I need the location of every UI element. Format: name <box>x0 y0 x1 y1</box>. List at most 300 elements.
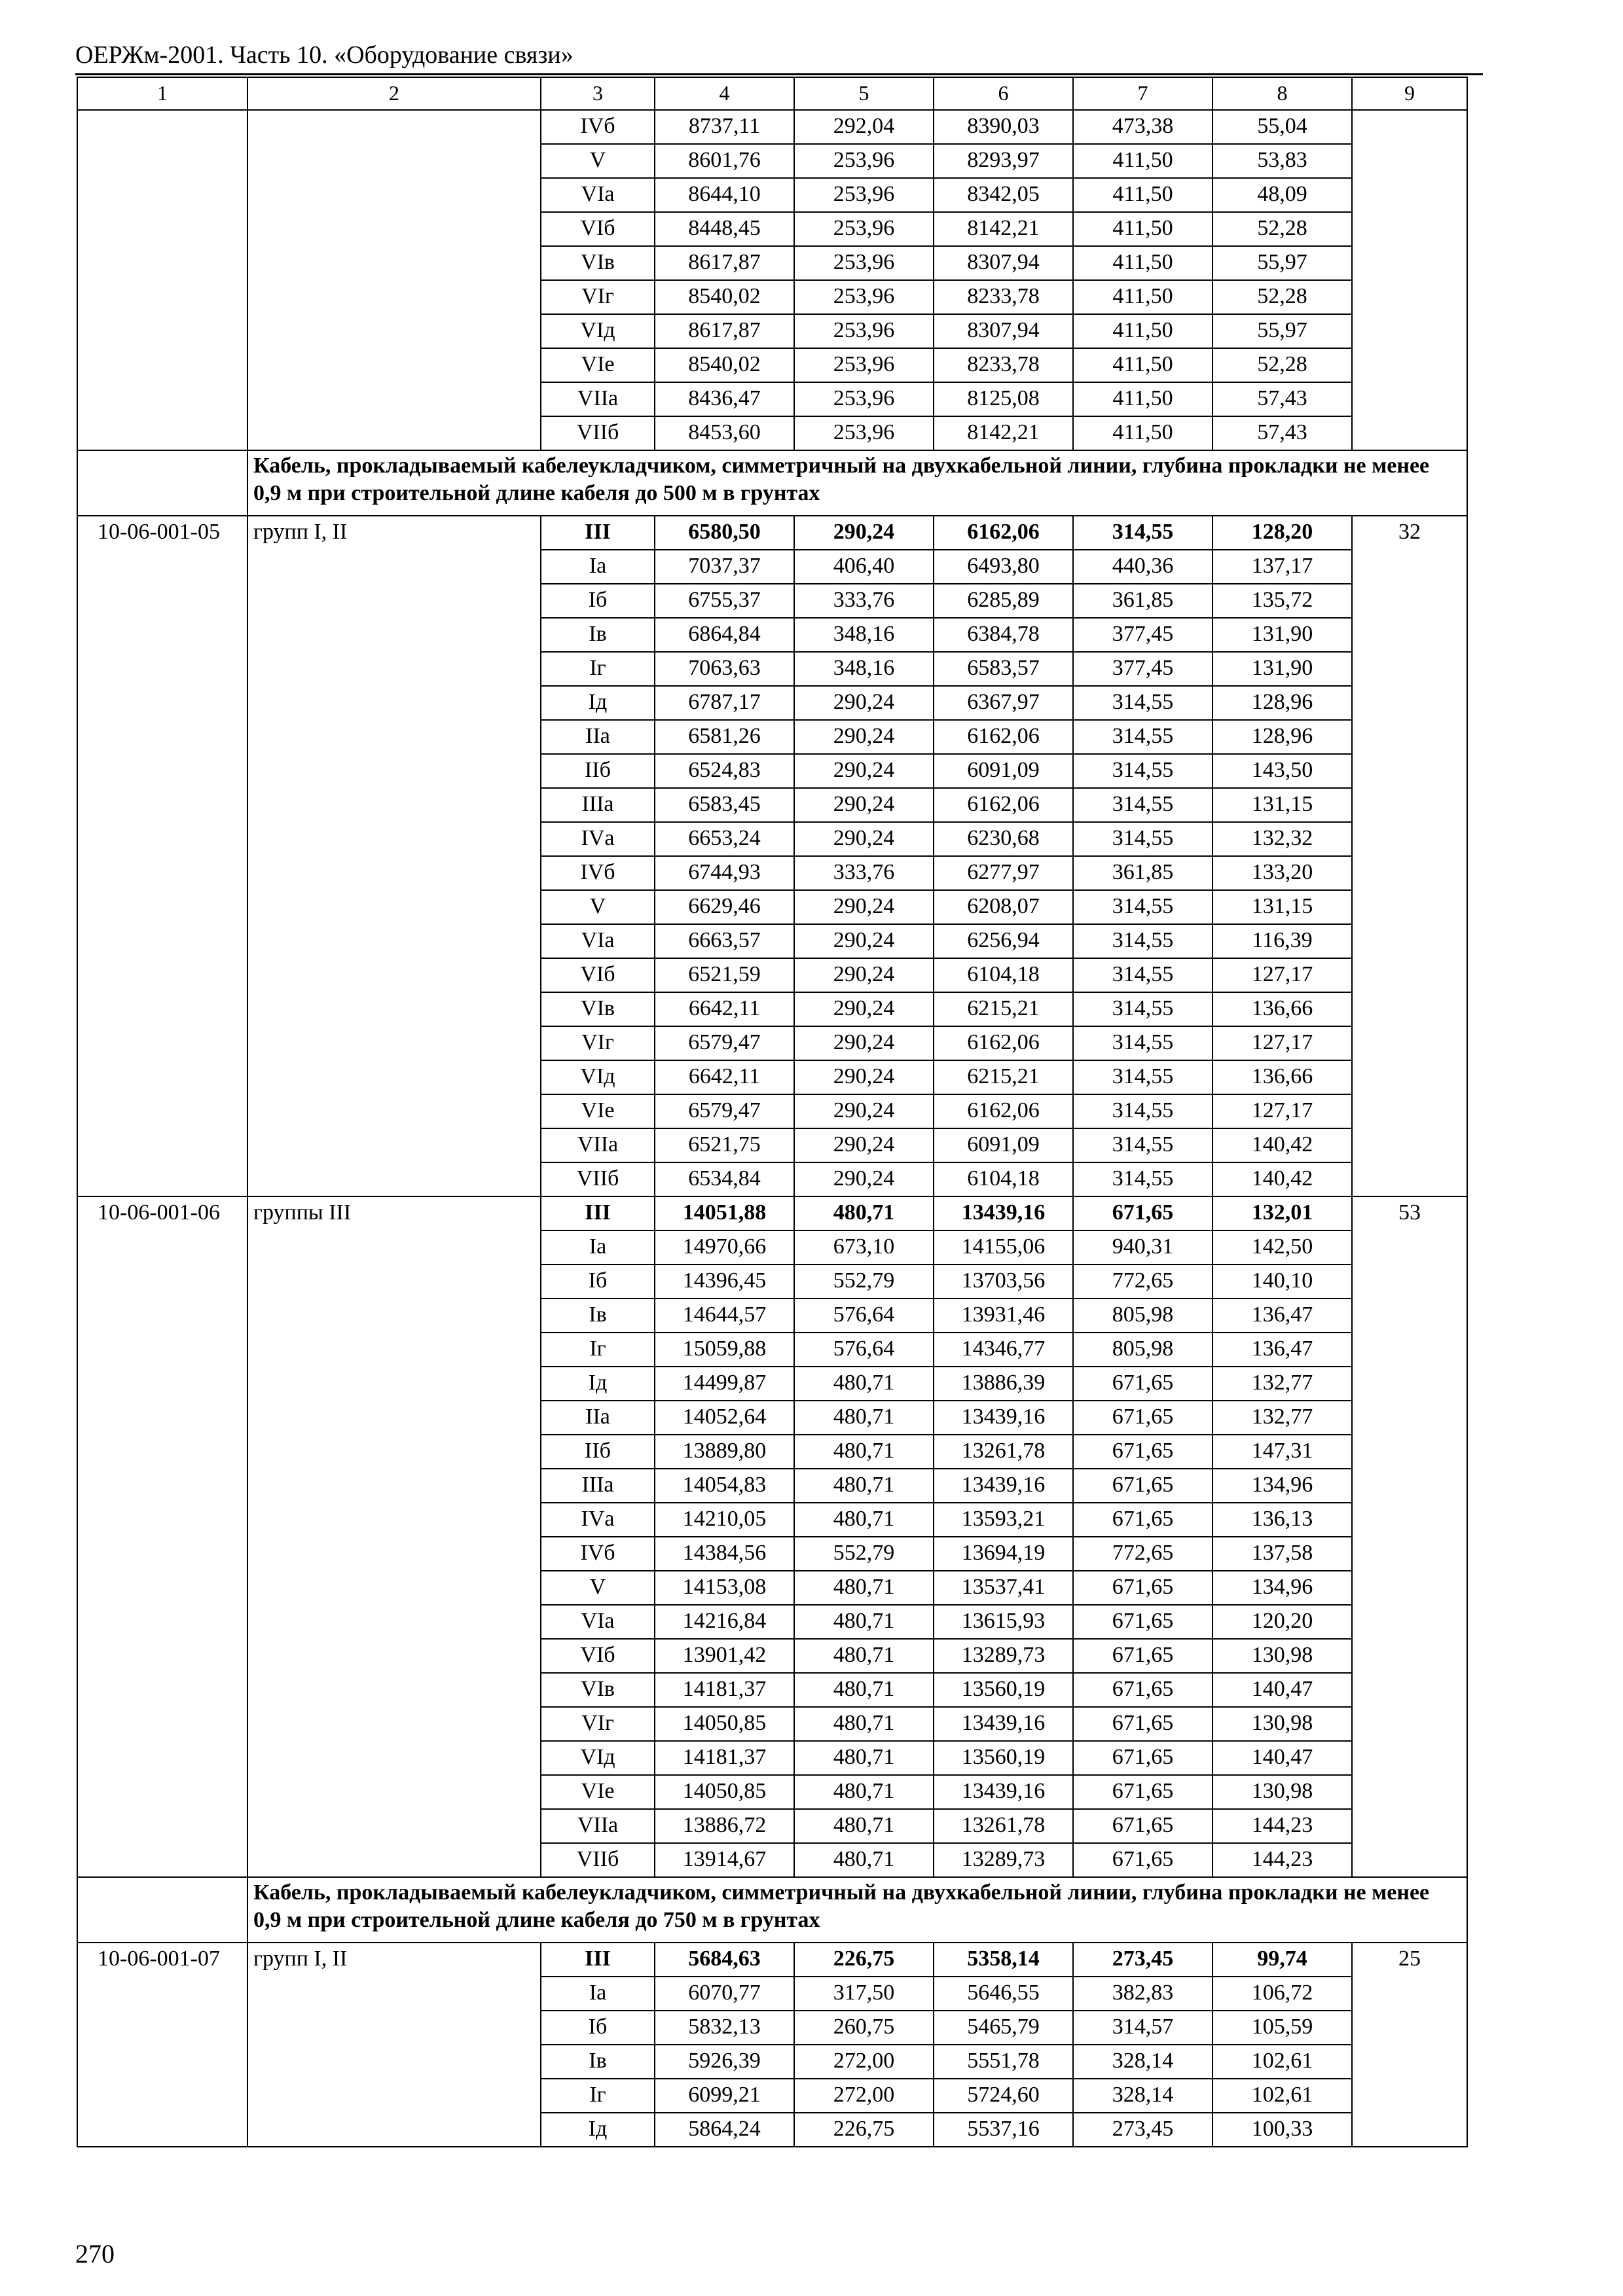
value-cell: 14054,83 <box>655 1469 794 1503</box>
value-cell: 106,72 <box>1213 1977 1352 2011</box>
value-cell: 480,71 <box>794 1605 934 1639</box>
value-cell: 671,65 <box>1073 1843 1213 1877</box>
value-cell: 5724,60 <box>934 2079 1073 2113</box>
value-cell: 133,20 <box>1213 856 1352 890</box>
value-cell: 411,50 <box>1073 314 1213 348</box>
value-cell: 552,79 <box>794 1537 934 1571</box>
value-cell: 5926,39 <box>655 2045 794 2079</box>
category-cell: Iа <box>541 550 655 584</box>
value-cell: 13886,72 <box>655 1809 794 1843</box>
value-cell: 8342,05 <box>934 178 1073 212</box>
value-cell: 5358,14 <box>934 1943 1073 1977</box>
value-cell: 144,23 <box>1213 1809 1352 1843</box>
category-cell: Iа <box>541 1977 655 2011</box>
value-cell: 480,71 <box>794 1469 934 1503</box>
column-number: 2 <box>247 77 541 110</box>
value-cell: 314,57 <box>1073 2011 1213 2045</box>
value-cell: 130,98 <box>1213 1775 1352 1809</box>
value-cell: 8617,87 <box>655 314 794 348</box>
category-cell: VIIб <box>541 416 655 450</box>
value-cell: 671,65 <box>1073 1571 1213 1605</box>
value-cell: 253,96 <box>794 280 934 314</box>
value-cell: 411,50 <box>1073 178 1213 212</box>
value-cell: 226,75 <box>794 2113 934 2147</box>
value-cell: 253,96 <box>794 144 934 178</box>
category-cell: VIIа <box>541 1128 655 1162</box>
value-cell: 137,17 <box>1213 550 1352 584</box>
value-cell: 314,55 <box>1073 1060 1213 1094</box>
column-number: 9 <box>1352 77 1467 110</box>
value-cell: 6663,57 <box>655 924 794 958</box>
value-cell: 480,71 <box>794 1435 934 1469</box>
value-cell: 53,83 <box>1213 144 1352 178</box>
value-cell: 13593,21 <box>934 1503 1073 1537</box>
value-cell: 13439,16 <box>934 1707 1073 1741</box>
value-cell: 14155,06 <box>934 1230 1073 1265</box>
value-cell: 13615,93 <box>934 1605 1073 1639</box>
empty-cell <box>77 1877 247 1943</box>
value-cell: 6384,78 <box>934 618 1073 652</box>
category-cell: VIIа <box>541 1809 655 1843</box>
value-cell: 6864,84 <box>655 618 794 652</box>
value-cell: 290,24 <box>794 788 934 822</box>
value-cell: 671,65 <box>1073 1469 1213 1503</box>
value-cell: 132,32 <box>1213 822 1352 856</box>
value-cell: 120,20 <box>1213 1605 1352 1639</box>
value-cell: 6580,50 <box>655 516 794 550</box>
value-cell: 13931,46 <box>934 1299 1073 1333</box>
value-cell: 8453,60 <box>655 416 794 450</box>
value-cell: 480,71 <box>794 1673 934 1707</box>
category-cell: III <box>541 516 655 550</box>
value-cell: 6744,93 <box>655 856 794 890</box>
item-name: групп I, II <box>247 1943 541 2147</box>
value-cell: 8436,47 <box>655 382 794 416</box>
category-cell: VIIб <box>541 1162 655 1196</box>
value-cell: 377,45 <box>1073 652 1213 686</box>
value-cell: 253,96 <box>794 348 934 382</box>
value-cell: 290,24 <box>794 754 934 788</box>
section-heading: Кабель, прокладываемый кабелеукладчиком, симметричный на двухкабельной линии, глубина прокладки не менее 0,9 м при строительной длине кабеля до 500 м в грунтах <box>247 450 1467 516</box>
value-cell: 6583,45 <box>655 788 794 822</box>
value-cell: 102,61 <box>1213 2079 1352 2113</box>
value-cell: 382,83 <box>1073 1977 1213 2011</box>
value-cell: 6099,21 <box>655 2079 794 2113</box>
value-cell: 100,33 <box>1213 2113 1352 2147</box>
value-cell: 290,24 <box>794 1094 934 1128</box>
value-cell: 140,42 <box>1213 1128 1352 1162</box>
value-cell: 480,71 <box>794 1639 934 1673</box>
value-cell: 272,00 <box>794 2079 934 2113</box>
value-cell: 361,85 <box>1073 584 1213 618</box>
value-cell: 136,13 <box>1213 1503 1352 1537</box>
value-cell: 6629,46 <box>655 890 794 924</box>
value-cell: 480,71 <box>794 1367 934 1401</box>
value-cell: 671,65 <box>1073 1809 1213 1843</box>
count-cell: 53 <box>1352 1196 1467 1877</box>
value-cell: 290,24 <box>794 686 934 720</box>
page-number: 270 <box>75 2239 115 2269</box>
value-cell: 6642,11 <box>655 1060 794 1094</box>
value-cell: 136,66 <box>1213 992 1352 1026</box>
value-cell: 671,65 <box>1073 1605 1213 1639</box>
value-cell: 317,50 <box>794 1977 934 2011</box>
value-cell: 253,96 <box>794 212 934 246</box>
category-cell: Iг <box>541 652 655 686</box>
value-cell: 13289,73 <box>934 1843 1073 1877</box>
value-cell: 328,14 <box>1073 2079 1213 2113</box>
value-cell: 13889,80 <box>655 1435 794 1469</box>
value-cell: 671,65 <box>1073 1673 1213 1707</box>
value-cell: 5832,13 <box>655 2011 794 2045</box>
value-cell: 13703,56 <box>934 1265 1073 1299</box>
section-heading-row <box>77 1877 1467 1943</box>
value-cell: 552,79 <box>794 1265 934 1299</box>
value-cell: 6521,59 <box>655 958 794 992</box>
value-cell: 55,97 <box>1213 246 1352 280</box>
value-cell: 14181,37 <box>655 1741 794 1775</box>
value-cell: 8540,02 <box>655 348 794 382</box>
value-cell: 130,98 <box>1213 1707 1352 1741</box>
value-cell: 116,39 <box>1213 924 1352 958</box>
value-cell: 6583,57 <box>934 652 1073 686</box>
rate-code: 10-06-001-06 <box>77 1196 247 1877</box>
category-cell: Iг <box>541 1333 655 1367</box>
value-cell: 13694,19 <box>934 1537 1073 1571</box>
value-cell: 576,64 <box>794 1299 934 1333</box>
empty-cell <box>77 450 247 516</box>
rate-code: 10-06-001-05 <box>77 516 247 1196</box>
count-cell: 25 <box>1352 1943 1467 2147</box>
value-cell: 14050,85 <box>655 1775 794 1809</box>
value-cell: 13289,73 <box>934 1639 1073 1673</box>
value-cell: 673,10 <box>794 1230 934 1265</box>
value-cell: 140,10 <box>1213 1265 1352 1299</box>
value-cell: 6653,24 <box>655 822 794 856</box>
column-number: 5 <box>794 77 934 110</box>
category-cell: Iв <box>541 2045 655 2079</box>
category-cell: VIIб <box>541 1843 655 1877</box>
category-cell: VIв <box>541 246 655 280</box>
value-cell: 411,50 <box>1073 382 1213 416</box>
category-cell: IIб <box>541 1435 655 1469</box>
value-cell: 131,15 <box>1213 890 1352 924</box>
value-cell: 6162,06 <box>934 788 1073 822</box>
value-cell: 6642,11 <box>655 992 794 1026</box>
value-cell: 411,50 <box>1073 280 1213 314</box>
value-cell: 273,45 <box>1073 1943 1213 1977</box>
value-cell: 142,50 <box>1213 1230 1352 1265</box>
value-cell: 253,96 <box>794 416 934 450</box>
value-cell: 8142,21 <box>934 212 1073 246</box>
value-cell: 131,15 <box>1213 788 1352 822</box>
value-cell: 671,65 <box>1073 1741 1213 1775</box>
value-cell: 6534,84 <box>655 1162 794 1196</box>
value-cell: 13886,39 <box>934 1367 1073 1401</box>
value-cell: 671,65 <box>1073 1775 1213 1809</box>
value-cell: 671,65 <box>1073 1503 1213 1537</box>
value-cell: 290,24 <box>794 1162 934 1196</box>
value-cell: 8601,76 <box>655 144 794 178</box>
value-cell: 314,55 <box>1073 1128 1213 1162</box>
value-cell: 671,65 <box>1073 1196 1213 1230</box>
value-cell: 13901,42 <box>655 1639 794 1673</box>
value-cell: 411,50 <box>1073 416 1213 450</box>
value-cell: 940,31 <box>1073 1230 1213 1265</box>
value-cell: 55,04 <box>1213 110 1352 144</box>
category-cell: VIв <box>541 1673 655 1707</box>
value-cell: 348,16 <box>794 652 934 686</box>
value-cell: 273,45 <box>1073 2113 1213 2147</box>
table-row <box>77 516 1467 550</box>
category-cell: IVб <box>541 1537 655 1571</box>
value-cell: 137,58 <box>1213 1537 1352 1571</box>
value-cell: 411,50 <box>1073 144 1213 178</box>
category-cell: Iв <box>541 1299 655 1333</box>
value-cell: 314,55 <box>1073 754 1213 788</box>
category-cell: VIд <box>541 1741 655 1775</box>
value-cell: 480,71 <box>794 1809 934 1843</box>
value-cell: 480,71 <box>794 1196 934 1230</box>
value-cell: 13914,67 <box>655 1843 794 1877</box>
value-cell: 8737,11 <box>655 110 794 144</box>
value-cell: 15059,88 <box>655 1333 794 1367</box>
value-cell: 52,28 <box>1213 348 1352 382</box>
value-cell: 377,45 <box>1073 618 1213 652</box>
value-cell: 13560,19 <box>934 1673 1073 1707</box>
value-cell: 480,71 <box>794 1503 934 1537</box>
value-cell: 13439,16 <box>934 1196 1073 1230</box>
value-cell: 671,65 <box>1073 1401 1213 1435</box>
category-cell: V <box>541 1571 655 1605</box>
category-cell: IVб <box>541 856 655 890</box>
value-cell: 147,31 <box>1213 1435 1352 1469</box>
value-cell: 134,96 <box>1213 1571 1352 1605</box>
value-cell: 6162,06 <box>934 516 1073 550</box>
value-cell: 6230,68 <box>934 822 1073 856</box>
table-body <box>77 77 1467 2147</box>
value-cell: 13537,41 <box>934 1571 1073 1605</box>
value-cell: 14499,87 <box>655 1367 794 1401</box>
value-cell: 6215,21 <box>934 1060 1073 1094</box>
value-cell: 14051,88 <box>655 1196 794 1230</box>
value-cell: 128,20 <box>1213 516 1352 550</box>
value-cell: 14181,37 <box>655 1673 794 1707</box>
category-cell: III <box>541 1196 655 1230</box>
category-cell: VIа <box>541 178 655 212</box>
value-cell: 8307,94 <box>934 314 1073 348</box>
value-cell: 671,65 <box>1073 1639 1213 1673</box>
value-cell: 671,65 <box>1073 1367 1213 1401</box>
category-cell: Iд <box>541 686 655 720</box>
column-number: 4 <box>655 77 794 110</box>
value-cell: 8540,02 <box>655 280 794 314</box>
value-cell: 314,55 <box>1073 822 1213 856</box>
value-cell: 13560,19 <box>934 1741 1073 1775</box>
value-cell: 128,96 <box>1213 720 1352 754</box>
column-number: 3 <box>541 77 655 110</box>
value-cell: 314,55 <box>1073 1094 1213 1128</box>
item-name: групп I, II <box>247 516 541 1196</box>
value-cell: 314,55 <box>1073 788 1213 822</box>
value-cell: 5684,63 <box>655 1943 794 1977</box>
value-cell: 6581,26 <box>655 720 794 754</box>
item-name: группы III <box>247 1196 541 1877</box>
value-cell: 253,96 <box>794 178 934 212</box>
value-cell: 5551,78 <box>934 2045 1073 2079</box>
value-cell: 361,85 <box>1073 856 1213 890</box>
value-cell: 314,55 <box>1073 958 1213 992</box>
value-cell: 132,01 <box>1213 1196 1352 1230</box>
value-cell: 8293,97 <box>934 144 1073 178</box>
category-cell: Iв <box>541 618 655 652</box>
value-cell: 314,55 <box>1073 686 1213 720</box>
rates-table <box>77 77 1468 2147</box>
value-cell: 8142,21 <box>934 416 1073 450</box>
value-cell: 411,50 <box>1073 246 1213 280</box>
value-cell: 130,98 <box>1213 1639 1352 1673</box>
category-cell: VIIа <box>541 382 655 416</box>
value-cell: 14216,84 <box>655 1605 794 1639</box>
value-cell: 290,24 <box>794 1026 934 1060</box>
value-cell: 135,72 <box>1213 584 1352 618</box>
value-cell: 406,40 <box>794 550 934 584</box>
category-cell: VIг <box>541 1026 655 1060</box>
value-cell: 314,55 <box>1073 1162 1213 1196</box>
value-cell: 127,17 <box>1213 958 1352 992</box>
value-cell: 8307,94 <box>934 246 1073 280</box>
column-number: 7 <box>1073 77 1213 110</box>
value-cell: 290,24 <box>794 924 934 958</box>
value-cell: 132,77 <box>1213 1401 1352 1435</box>
value-cell: 102,61 <box>1213 2045 1352 2079</box>
category-cell: Iб <box>541 1265 655 1299</box>
value-cell: 772,65 <box>1073 1537 1213 1571</box>
category-cell: VIд <box>541 1060 655 1094</box>
value-cell: 14384,56 <box>655 1537 794 1571</box>
category-cell: VIд <box>541 314 655 348</box>
value-cell: 7063,63 <box>655 652 794 686</box>
value-cell: 440,36 <box>1073 550 1213 584</box>
value-cell: 805,98 <box>1073 1299 1213 1333</box>
value-cell: 6091,09 <box>934 1128 1073 1162</box>
section-heading: Кабель, прокладываемый кабелеукладчиком, симметричный на двухкабельной линии, глубина прокладки не менее 0,9 м при строительной длине кабеля до 750 м в грунтах <box>247 1877 1467 1943</box>
value-cell: 6256,94 <box>934 924 1073 958</box>
category-cell: IVб <box>541 110 655 144</box>
category-cell: VIе <box>541 1775 655 1809</box>
value-cell: 260,75 <box>794 2011 934 2045</box>
category-cell: VIа <box>541 924 655 958</box>
section-heading-row <box>77 450 1467 516</box>
value-cell: 6521,75 <box>655 1128 794 1162</box>
value-cell: 144,23 <box>1213 1843 1352 1877</box>
value-cell: 136,47 <box>1213 1299 1352 1333</box>
category-cell: VIб <box>541 212 655 246</box>
value-cell: 6277,97 <box>934 856 1073 890</box>
value-cell: 48,09 <box>1213 178 1352 212</box>
value-cell: 348,16 <box>794 618 934 652</box>
value-cell: 57,43 <box>1213 382 1352 416</box>
category-cell: VIб <box>541 1639 655 1673</box>
value-cell: 127,17 <box>1213 1094 1352 1128</box>
value-cell: 14050,85 <box>655 1707 794 1741</box>
value-cell: 8617,87 <box>655 246 794 280</box>
value-cell: 5864,24 <box>655 2113 794 2147</box>
value-cell: 14052,64 <box>655 1401 794 1435</box>
empty-cell <box>247 110 541 450</box>
category-cell: III <box>541 1943 655 1977</box>
value-cell: 6215,21 <box>934 992 1073 1026</box>
value-cell: 290,24 <box>794 1060 934 1094</box>
value-cell: 14396,45 <box>655 1265 794 1299</box>
value-cell: 272,00 <box>794 2045 934 2079</box>
value-cell: 5465,79 <box>934 2011 1073 2045</box>
category-cell: IVа <box>541 1503 655 1537</box>
count-cell: 32 <box>1352 516 1467 1196</box>
category-cell: IIа <box>541 720 655 754</box>
value-cell: 253,96 <box>794 246 934 280</box>
value-cell: 8390,03 <box>934 110 1073 144</box>
value-cell: 314,55 <box>1073 720 1213 754</box>
table-row <box>77 1943 1467 1977</box>
category-cell: IVа <box>541 822 655 856</box>
value-cell: 6162,06 <box>934 1094 1073 1128</box>
value-cell: 6162,06 <box>934 1026 1073 1060</box>
value-cell: 13439,16 <box>934 1775 1073 1809</box>
value-cell: 13439,16 <box>934 1401 1073 1435</box>
value-cell: 805,98 <box>1073 1333 1213 1367</box>
value-cell: 6208,07 <box>934 890 1073 924</box>
value-cell: 140,47 <box>1213 1673 1352 1707</box>
column-number: 8 <box>1213 77 1352 110</box>
value-cell: 6104,18 <box>934 1162 1073 1196</box>
value-cell: 253,96 <box>794 314 934 348</box>
value-cell: 7037,37 <box>655 550 794 584</box>
value-cell: 132,77 <box>1213 1367 1352 1401</box>
value-cell: 290,24 <box>794 890 934 924</box>
category-cell: VIг <box>541 1707 655 1741</box>
value-cell: 6070,77 <box>655 1977 794 2011</box>
value-cell: 290,24 <box>794 822 934 856</box>
value-cell: 136,47 <box>1213 1333 1352 1367</box>
value-cell: 131,90 <box>1213 618 1352 652</box>
value-cell: 13261,78 <box>934 1809 1073 1843</box>
value-cell: 6787,17 <box>655 686 794 720</box>
value-cell: 8125,08 <box>934 382 1073 416</box>
value-cell: 314,55 <box>1073 1026 1213 1060</box>
value-cell: 333,76 <box>794 584 934 618</box>
category-cell: IIа <box>541 1401 655 1435</box>
value-cell: 5537,16 <box>934 2113 1073 2147</box>
value-cell: 13439,16 <box>934 1469 1073 1503</box>
value-cell: 480,71 <box>794 1401 934 1435</box>
value-cell: 671,65 <box>1073 1435 1213 1469</box>
value-cell: 6367,97 <box>934 686 1073 720</box>
value-cell: 14153,08 <box>655 1571 794 1605</box>
category-cell: VIг <box>541 280 655 314</box>
value-cell: 136,66 <box>1213 1060 1352 1094</box>
value-cell: 290,24 <box>794 1128 934 1162</box>
page-header: ОЕРЖм-2001. Часть 10. «Оборудование связи» <box>75 39 1483 75</box>
value-cell: 314,55 <box>1073 924 1213 958</box>
value-cell: 127,17 <box>1213 1026 1352 1060</box>
value-cell: 6104,18 <box>934 958 1073 992</box>
value-cell: 5646,55 <box>934 1977 1073 2011</box>
value-cell: 473,38 <box>1073 110 1213 144</box>
value-cell: 314,55 <box>1073 992 1213 1026</box>
value-cell: 411,50 <box>1073 348 1213 382</box>
category-cell: Iа <box>541 1230 655 1265</box>
